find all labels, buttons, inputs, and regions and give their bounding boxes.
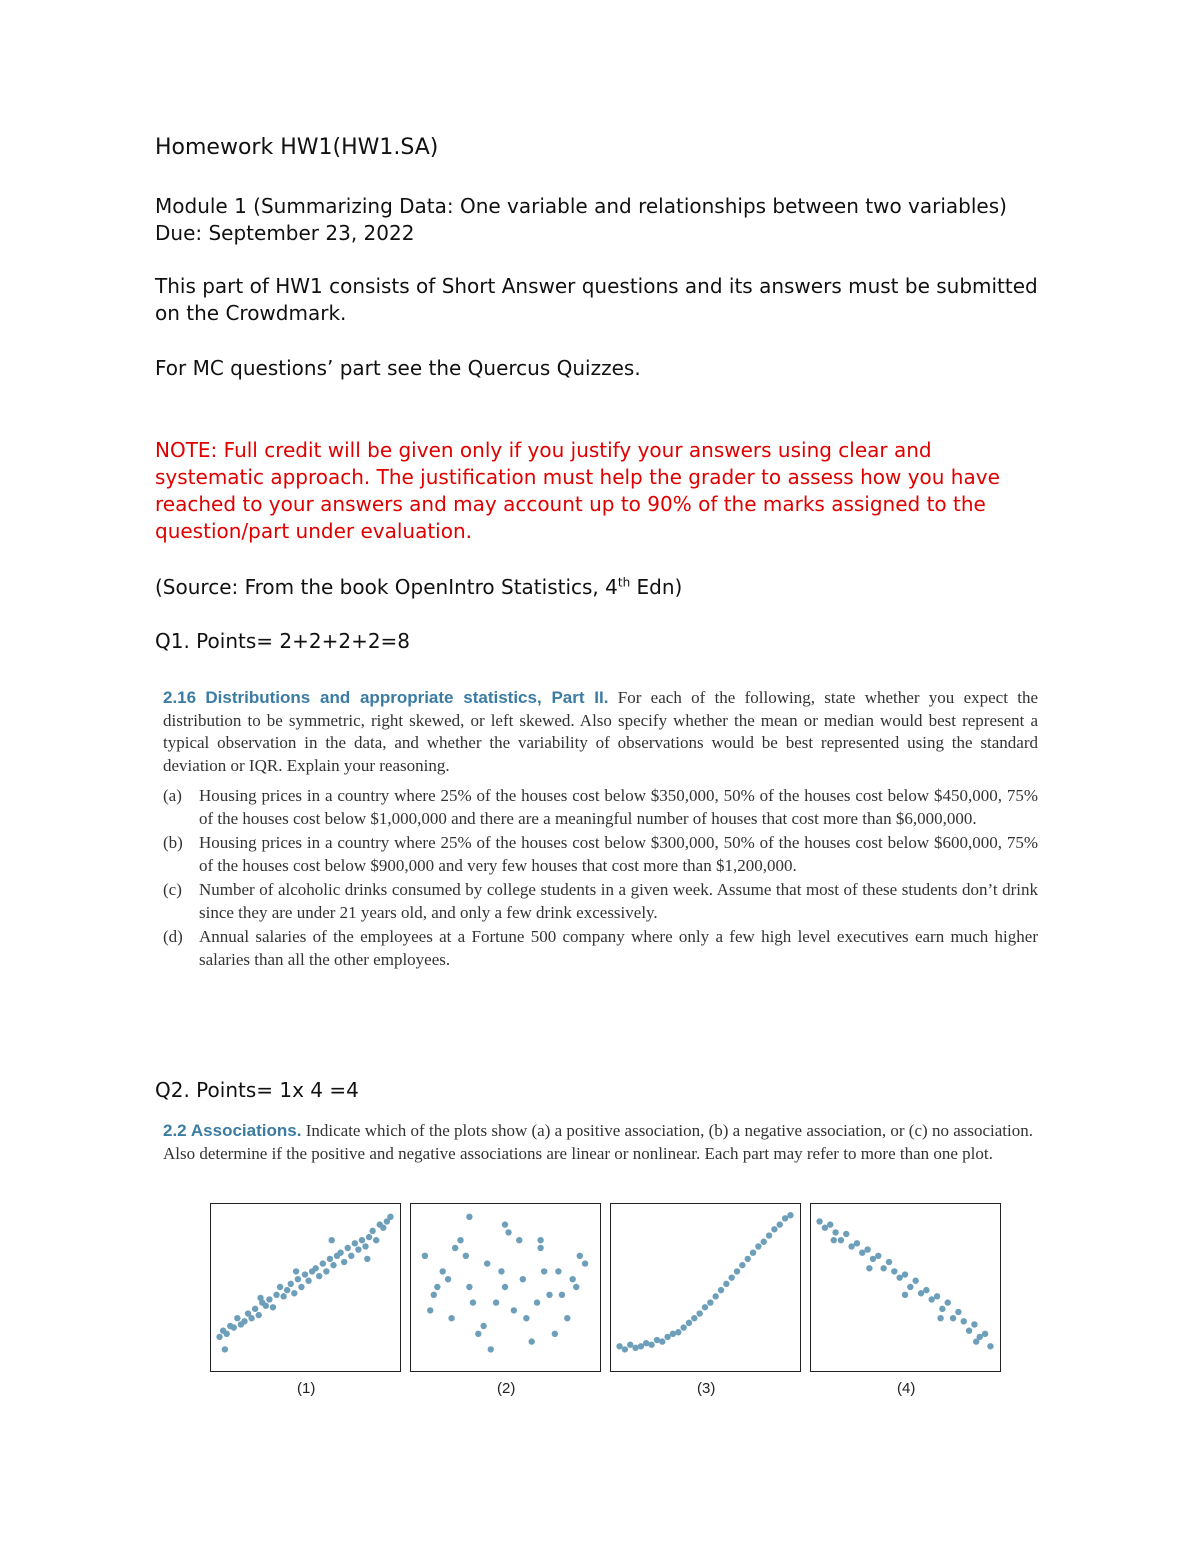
scatter-point <box>466 1214 472 1220</box>
list-item <box>163 879 1038 924</box>
scatter-point <box>298 1284 304 1290</box>
scatter-point <box>364 1256 370 1262</box>
q2-problem-text: Indicate which of the plots show (a) a positive association, (b) a negative association, or (c) no association. Also determine if the positive and negative associations are linear or nonlinear. Each part may refer to more than one plot. <box>163 1121 1033 1163</box>
scatter-point <box>369 1228 375 1234</box>
scatter-point <box>484 1260 490 1266</box>
scatter-point <box>337 1249 343 1255</box>
scatter-point <box>939 1306 945 1312</box>
scatter-point <box>216 1334 222 1340</box>
scatter-point <box>559 1292 565 1298</box>
list-item <box>163 785 1038 830</box>
scatter-point <box>452 1245 458 1251</box>
item-text: Number of alcoholic drinks consumed by college students in a given week. Assume that most of these students don’t drink since they are under 21 years old, and only a few drink excessively. <box>199 880 1038 922</box>
plot-label-1: (1) <box>297 1380 316 1397</box>
scatter-plots <box>210 1203 1002 1403</box>
scatter-point <box>822 1225 828 1231</box>
scatter-point <box>293 1268 299 1274</box>
scatter-point <box>827 1221 833 1227</box>
scatter-point <box>787 1212 793 1218</box>
scatter-point <box>256 1312 262 1318</box>
q2-heading: Q2. Points= 1x 4 =4 <box>155 1078 359 1102</box>
scatter-point <box>341 1259 347 1265</box>
due-date: Due: September 23, 2022 <box>155 221 415 245</box>
scatter-point <box>838 1237 844 1243</box>
scatter-point <box>961 1318 967 1324</box>
scatter-point <box>284 1287 290 1293</box>
scatter-point <box>295 1276 301 1282</box>
scatter-point <box>866 1265 872 1271</box>
q2-problem <box>163 1120 1033 1165</box>
scatter-point <box>622 1346 628 1352</box>
q1-problem-text: For each of the following, state whether you expect the distribution to be symmetric, right skewed, or left skewed. Also specify whether the mean or median would best represent a typical observation in the data, and whether the variability of observations would be best represented using the standard deviation or IQR. Explain your reasoning. <box>163 688 1038 775</box>
scatter-point <box>352 1240 358 1246</box>
item-label: (b) <box>163 833 183 852</box>
scatter-point <box>564 1315 570 1321</box>
scatter-point <box>966 1327 972 1333</box>
scatter-point <box>252 1306 258 1312</box>
scatter-point <box>982 1331 988 1337</box>
scatter-point <box>859 1249 865 1255</box>
scatter-point <box>973 1338 979 1344</box>
scatter-point <box>511 1307 517 1313</box>
plot-frame <box>811 1204 1001 1372</box>
scatter-point <box>880 1265 886 1271</box>
scatter-point <box>427 1307 433 1313</box>
q1-items <box>163 785 1038 973</box>
scatter-point <box>912 1278 918 1284</box>
scatter-point <box>359 1237 365 1243</box>
scatter-point <box>702 1304 708 1310</box>
item-text: Housing prices in a country where 25% of the houses cost below $350,000, 50% of the houses cost below $450,000, 75% of the houses cost below $1,000,000 and there are a meaningful number of houses that cost more than $6,000,000. <box>199 786 1038 828</box>
scatter-point <box>345 1245 351 1251</box>
scatter-point <box>832 1229 838 1235</box>
scatter-point <box>505 1229 511 1235</box>
scatter-point <box>923 1287 929 1293</box>
scatter-point <box>707 1299 713 1305</box>
scatter-point <box>534 1299 540 1305</box>
scatter-point <box>886 1259 892 1265</box>
scatter-point <box>745 1256 751 1262</box>
scatter-point <box>223 1331 229 1337</box>
scatter-point <box>466 1284 472 1290</box>
scatter-point <box>280 1293 286 1299</box>
scatter-point <box>312 1265 318 1271</box>
scatter-point <box>766 1232 772 1238</box>
scatter-point <box>955 1309 961 1315</box>
scatter-point <box>323 1268 329 1274</box>
scatter-point <box>222 1346 228 1352</box>
scatter-point <box>305 1278 311 1284</box>
scatter-panel-1 <box>211 1204 401 1372</box>
scatter-point <box>934 1293 940 1299</box>
scatter-panel-2 <box>411 1204 601 1372</box>
scatter-point <box>918 1290 924 1296</box>
scatter-point <box>896 1274 902 1280</box>
scatter-panel-3 <box>611 1204 801 1372</box>
scatter-point <box>755 1243 761 1249</box>
scatter-point <box>241 1318 247 1324</box>
scatter-point <box>248 1315 254 1321</box>
scatter-point <box>937 1315 943 1321</box>
source-suffix: Edn) <box>630 575 683 599</box>
scatter-point <box>577 1253 583 1259</box>
q1-problem-title: Distributions and appropriate statistics, Part II. <box>205 688 609 707</box>
scatter-point <box>723 1281 729 1287</box>
scatter-point <box>950 1315 956 1321</box>
scatter-point <box>529 1338 535 1344</box>
scatter-point <box>263 1303 269 1309</box>
item-label: (a) <box>163 786 182 805</box>
scatter-point <box>680 1324 686 1330</box>
scatter-panel-4 <box>811 1204 1001 1372</box>
scatter-point <box>277 1284 283 1290</box>
scatter-point <box>627 1342 633 1348</box>
scatter-point <box>848 1243 854 1249</box>
scatter-point <box>552 1331 558 1337</box>
scatter-point <box>902 1292 908 1298</box>
scatter-point <box>457 1237 463 1243</box>
scatter-point <box>929 1296 935 1302</box>
scatter-point <box>266 1296 272 1302</box>
scatter-point <box>320 1260 326 1266</box>
note-text: NOTE: Full credit will be given only if you justify your answers using clear and systematic approach. The justification must help the grader to assess how you have reached to your answers and may account up to 90% of the marks assigned to the question/part under evaluation. <box>155 438 1000 543</box>
q2-problem-title: Associations. <box>190 1121 302 1140</box>
item-label: (c) <box>163 880 182 899</box>
scatter-point <box>330 1262 336 1268</box>
scatter-point <box>729 1274 735 1280</box>
scatter-point <box>945 1299 951 1305</box>
scatter-point <box>327 1256 333 1262</box>
scatter-point <box>434 1284 440 1290</box>
scatter-point <box>712 1293 718 1299</box>
scatter-point <box>257 1295 263 1301</box>
scatter-point <box>864 1246 870 1252</box>
scatter-point <box>475 1331 481 1337</box>
scatter-point <box>273 1292 279 1298</box>
list-item <box>163 832 1038 877</box>
plot-label-3: (3) <box>697 1380 716 1397</box>
scatter-point <box>831 1237 837 1243</box>
scatter-point <box>362 1243 368 1249</box>
scatter-point <box>302 1271 308 1277</box>
scatter-point <box>686 1320 692 1326</box>
list-item <box>163 926 1038 971</box>
q1-problem <box>163 687 1038 777</box>
scatter-point <box>380 1225 386 1231</box>
scatter-point <box>234 1315 240 1321</box>
scatter-point <box>463 1253 469 1259</box>
scatter-point <box>555 1268 561 1274</box>
scatter-point <box>470 1299 476 1305</box>
scatter-point <box>870 1256 876 1262</box>
scatter-point <box>537 1237 543 1243</box>
item-text: Annual salaries of the employees at a Fortune 500 company where only a few high level executives earn much higher salaries than all the other employees. <box>199 927 1038 969</box>
scatter-point <box>440 1268 446 1274</box>
scatter-point <box>502 1284 508 1290</box>
scatter-point <box>971 1321 977 1327</box>
scatter-point <box>573 1284 579 1290</box>
scatter-point <box>718 1287 724 1293</box>
scatter-point <box>537 1245 543 1251</box>
plot-label-4: (4) <box>897 1380 916 1397</box>
scatter-point <box>448 1315 454 1321</box>
scatter-point <box>231 1324 237 1330</box>
scatter-point <box>498 1268 504 1274</box>
scatter-point <box>734 1268 740 1274</box>
scatter-point <box>675 1329 681 1335</box>
scatter-point <box>373 1237 379 1243</box>
scatter-point <box>366 1234 372 1240</box>
scatter-point <box>616 1343 622 1349</box>
scatter-point <box>387 1214 393 1220</box>
scatter-point <box>316 1273 322 1279</box>
scatter-point <box>270 1304 276 1310</box>
q2-number: 2.2 <box>163 1121 187 1140</box>
q1-number: 2.16 <box>163 688 197 707</box>
scatter-point <box>891 1268 897 1274</box>
scatter-point <box>691 1315 697 1321</box>
scatter-point <box>648 1342 654 1348</box>
scatter-point <box>664 1334 670 1340</box>
scatter-point <box>445 1276 451 1282</box>
scatter-point <box>541 1268 547 1274</box>
scatter-point <box>739 1262 745 1268</box>
scatter-point <box>546 1292 552 1298</box>
scatter-point <box>638 1343 644 1349</box>
scatter-point <box>987 1343 993 1349</box>
scatter-point <box>659 1338 665 1344</box>
scatter-point <box>750 1249 756 1255</box>
scatter-point <box>761 1239 767 1245</box>
scatter-point <box>843 1231 849 1237</box>
scatter-point <box>777 1221 783 1227</box>
scatter-point <box>355 1246 361 1252</box>
scatter-point <box>696 1310 702 1316</box>
item-label: (d) <box>163 927 183 946</box>
scatter-point <box>902 1271 908 1277</box>
scatter-point <box>569 1276 575 1282</box>
scatter-point <box>431 1292 437 1298</box>
scatter-point <box>329 1237 335 1243</box>
scatter-plots-svg <box>210 1203 1002 1378</box>
scatter-point <box>854 1240 860 1246</box>
mc-note: For MC questions’ part see the Quercus Quizzes. <box>155 356 641 380</box>
module-info <box>155 193 1007 247</box>
scatter-point <box>816 1218 822 1224</box>
scatter-point <box>771 1226 777 1232</box>
scatter-point <box>875 1253 881 1259</box>
intro-text: This part of HW1 consists of Short Answer questions and its answers must be submitted on the Crowdmark. <box>155 274 1038 325</box>
scatter-point <box>523 1315 529 1321</box>
scatter-point <box>348 1253 354 1259</box>
scatter-point <box>488 1346 494 1352</box>
scatter-point <box>782 1215 788 1221</box>
module-line: Module 1 (Summarizing Data: One variable and relationships between two variables) <box>155 194 1007 218</box>
page-title: Homework HW1(HW1.SA) <box>155 135 439 160</box>
scatter-point <box>291 1290 297 1296</box>
scatter-point <box>520 1276 526 1282</box>
q1-heading: Q1. Points= 2+2+2+2=8 <box>155 629 411 653</box>
scatter-point <box>582 1260 588 1266</box>
scatter-point <box>907 1284 913 1290</box>
scatter-point <box>288 1281 294 1287</box>
scatter-point <box>493 1299 499 1305</box>
source-prefix: (Source: From the book OpenIntro Statistics, 4 <box>155 575 618 599</box>
scatter-point <box>480 1323 486 1329</box>
item-text: Housing prices in a country where 25% of the houses cost below $300,000, 50% of the houses cost below $600,000, 75% of the houses cost below $900,000 and very few houses that cost more than $1,200,000. <box>199 833 1038 875</box>
scatter-point <box>516 1237 522 1243</box>
source-line <box>155 574 682 601</box>
plot-label-2: (2) <box>497 1380 516 1397</box>
scatter-point <box>502 1221 508 1227</box>
source-sup: th <box>617 575 631 590</box>
scatter-point <box>422 1253 428 1259</box>
